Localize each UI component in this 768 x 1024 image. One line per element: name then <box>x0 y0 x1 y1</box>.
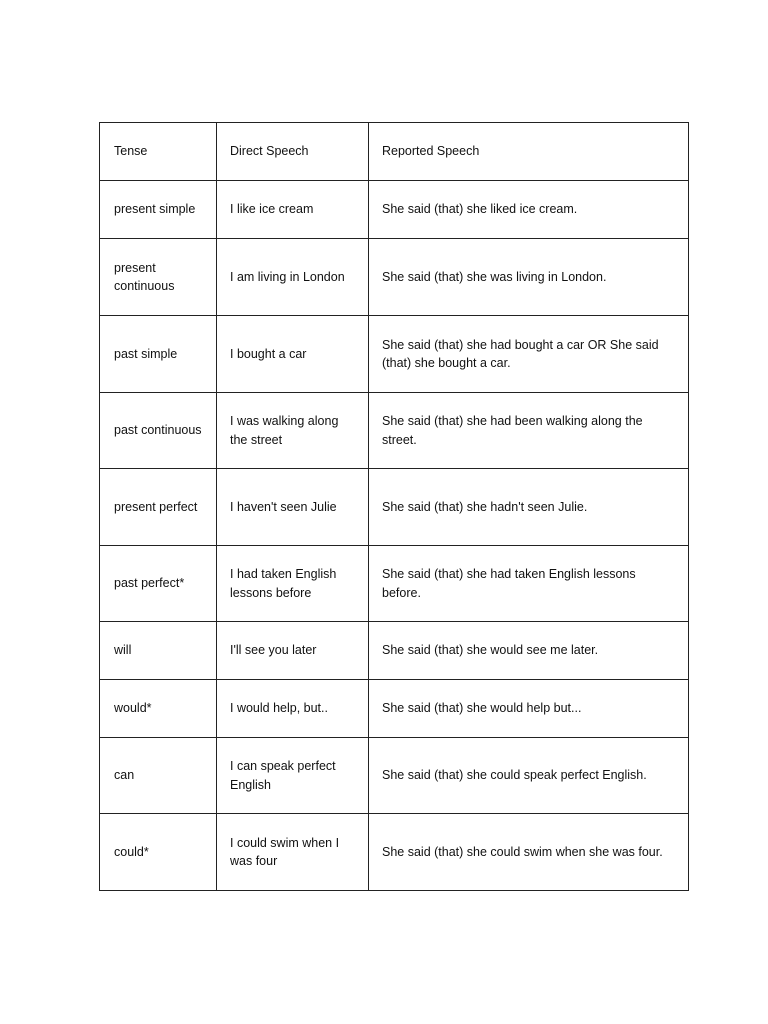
tense-cell: past simple <box>100 316 217 393</box>
header-direct-speech: Direct Speech <box>217 123 369 181</box>
reported-speech-table <box>99 122 689 891</box>
table-row <box>100 680 689 738</box>
table-row <box>100 622 689 680</box>
reported-speech-cell: She said (that) she would see me later. <box>369 622 689 680</box>
table-row <box>100 469 689 546</box>
table-row <box>100 814 689 891</box>
direct-speech-cell: I am living in London <box>217 239 369 316</box>
table-row <box>100 316 689 393</box>
direct-speech-cell: I had taken English lessons before <box>217 546 369 622</box>
direct-speech-cell: I would help, but.. <box>217 680 369 738</box>
direct-speech-cell: I bought a car <box>217 316 369 393</box>
tense-cell: will <box>100 622 217 680</box>
reported-speech-cell: She said (that) she hadn't seen Julie. <box>369 469 689 546</box>
reported-speech-cell: She said (that) she had been walking along the street. <box>369 393 689 469</box>
tense-cell: would* <box>100 680 217 738</box>
reported-speech-cell: She said (that) she liked ice cream. <box>369 181 689 239</box>
direct-speech-cell: I can speak perfect English <box>217 738 369 814</box>
direct-speech-cell: I haven't seen Julie <box>217 469 369 546</box>
tense-cell: past continuous <box>100 393 217 469</box>
reported-speech-cell: She said (that) she was living in London. <box>369 239 689 316</box>
reported-speech-cell: She said (that) she had bought a car OR She said (that) she bought a car. <box>369 316 689 393</box>
tense-cell: can <box>100 738 217 814</box>
tense-cell: past perfect* <box>100 546 217 622</box>
tense-cell: present perfect <box>100 469 217 546</box>
reported-speech-cell: She said (that) she would help but... <box>369 680 689 738</box>
table-row <box>100 393 689 469</box>
reported-speech-cell: She said (that) she could swim when she was four. <box>369 814 689 891</box>
reported-speech-cell: She said (that) she could speak perfect English. <box>369 738 689 814</box>
table-row <box>100 546 689 622</box>
tense-cell: present simple <box>100 181 217 239</box>
direct-speech-cell: I was walking along the street <box>217 393 369 469</box>
table-row <box>100 738 689 814</box>
direct-speech-cell: I'll see you later <box>217 622 369 680</box>
direct-speech-cell: I like ice cream <box>217 181 369 239</box>
header-reported-speech: Reported Speech <box>369 123 689 181</box>
table-row <box>100 239 689 316</box>
tense-cell: could* <box>100 814 217 891</box>
direct-speech-cell: I could swim when I was four <box>217 814 369 891</box>
table-header-row <box>100 123 689 181</box>
reported-speech-cell: She said (that) she had taken English lessons before. <box>369 546 689 622</box>
table-row <box>100 181 689 239</box>
header-tense: Tense <box>100 123 217 181</box>
tense-cell: present continuous <box>100 239 217 316</box>
